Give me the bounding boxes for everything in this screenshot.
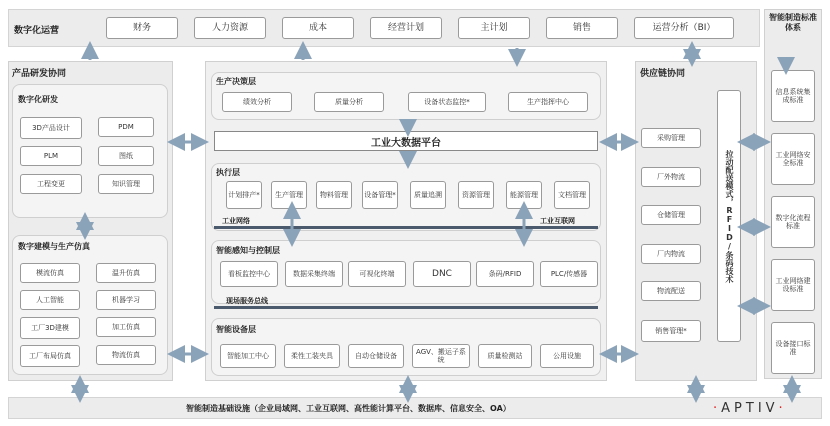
simulation-item: 工厂3D建模: [20, 317, 80, 339]
supply-item: 仓储管理: [641, 205, 701, 225]
sensing-item: 看板监控中心: [220, 261, 278, 287]
decision-layer-title: 生产决策层: [216, 77, 256, 86]
fieldbus-label: 现场服务总线: [226, 297, 268, 305]
top-item: 人力资源: [194, 17, 266, 39]
industrial-network-label: 工业网络: [222, 217, 250, 225]
simulation-item: 机器学习: [96, 290, 156, 310]
simulation-item: 加工仿真: [96, 317, 156, 337]
top-item: 成本: [282, 17, 354, 39]
smart-equipment-layer-title: 智能设备层: [216, 325, 256, 334]
decision-item: 质量分析: [314, 92, 384, 112]
supply-item: 厂外物流: [641, 167, 701, 187]
sensing-item: PLC/传感器: [540, 261, 598, 287]
top-item: 销售: [546, 17, 618, 39]
equipment-item: 公用设施: [540, 344, 594, 368]
rnd-title: 产品研发协同: [12, 69, 67, 79]
supply-item: 厂内物流: [641, 244, 701, 264]
sensing-item: 数据采集终端: [285, 261, 343, 287]
simulation-item: 模流仿真: [20, 263, 80, 283]
infrastructure-title: 智能制造基础设施（企业局域网、工业互联网、高性能计算平台、数据库、信息安全、OA）: [186, 404, 511, 413]
standard-item: 设备接口标准: [771, 322, 815, 374]
sensing-control-layer-title: 智能感知与控制层: [216, 246, 280, 255]
sensing-item: 可视化终端: [348, 261, 406, 287]
supply-item: 销售管理*: [641, 320, 701, 342]
supply-item: 物流配送: [641, 281, 701, 301]
execution-item: 质量追溯: [410, 181, 446, 209]
industrial-internet-label: 工业互联网: [540, 217, 575, 225]
execution-item: 设备管理*: [362, 181, 398, 209]
top-item: 运营分析（BI）: [634, 17, 734, 39]
execution-item: 生产管理: [271, 181, 307, 209]
simulation-item: 人工智能: [20, 290, 80, 310]
execution-layer-title: 执行层: [216, 168, 240, 177]
digital-rnd-item: PDM: [98, 117, 154, 137]
decision-item: 设备状态监控*: [408, 92, 486, 112]
simulation-item: 温升仿真: [96, 263, 156, 283]
top-item: 财务: [106, 17, 178, 39]
equipment-item: 柔性工装夹具: [284, 344, 340, 368]
standards-title: 智能制造标准体系: [769, 13, 817, 32]
digital-rnd-item: PLM: [20, 146, 82, 166]
aptiv-logo: ·APTIV·: [713, 401, 787, 416]
digital-rnd-item: 工程变更: [20, 174, 82, 194]
supply-chain-title: 供应链协同: [640, 69, 686, 79]
equipment-item: 质量检测站: [478, 344, 532, 368]
simulation-title: 数字建模与生产仿真: [18, 242, 90, 251]
execution-item: 计划排产*: [226, 181, 262, 209]
equipment-item: AGV、搬运子系统: [412, 344, 470, 368]
standard-item: 信息系统集成标准: [771, 70, 815, 122]
simulation-item: 工厂布局仿真: [20, 345, 80, 367]
standard-item: 工业网络安全标准: [771, 133, 815, 185]
standard-item: 工业网络建设标准: [771, 259, 815, 311]
big-data-platform: 工业大数据平台: [214, 131, 598, 151]
digital-operations-title: 数字化运营: [14, 26, 60, 36]
digital-rnd-item: 知识管理: [98, 174, 154, 194]
sensing-item: DNC: [413, 261, 471, 287]
decision-item: 生产指挥中心: [508, 92, 588, 112]
digital-rnd-title: 数字化研发: [18, 95, 58, 104]
sensing-item: 条码/RFID: [476, 261, 534, 287]
equipment-item: 自动仓储设备: [348, 344, 404, 368]
execution-item: 物料管理: [316, 181, 352, 209]
simulation-item: 物流仿真: [96, 345, 156, 365]
decision-item: 绩效分析: [222, 92, 292, 112]
top-item: 经营计划: [370, 17, 442, 39]
standard-item: 数字化流程标准: [771, 196, 815, 248]
supply-item: 采购管理: [641, 128, 701, 148]
execution-item: 文档管理: [554, 181, 590, 209]
top-item: 主计划: [458, 17, 530, 39]
execution-item: 能源管理: [506, 181, 542, 209]
execution-item: 资源管理: [458, 181, 494, 209]
supply-method-box: 拉动配送模式，RFID/条码技术: [717, 90, 741, 342]
digital-rnd-item: 3D产品设计: [20, 117, 82, 139]
equipment-item: 智能加工中心: [220, 344, 276, 368]
digital-rnd-item: 图纸: [98, 146, 154, 166]
